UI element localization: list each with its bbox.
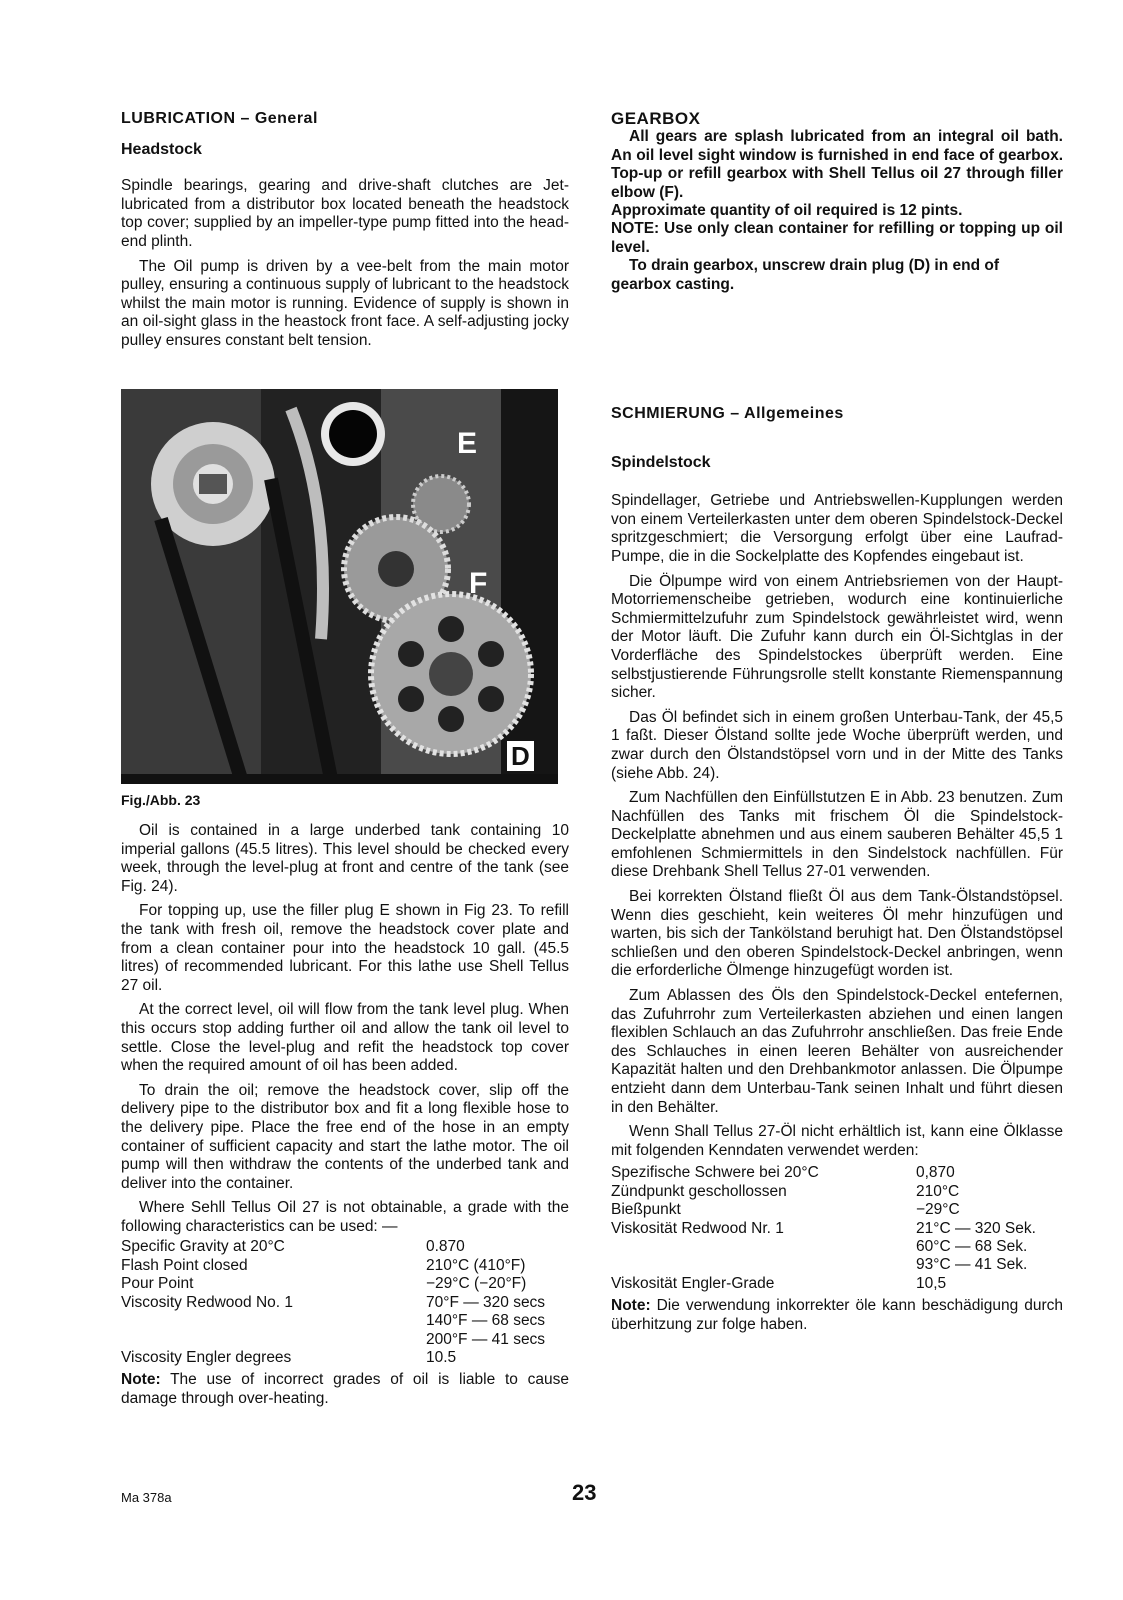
paragraph: Wenn Shall Tellus 27-Öl nicht erhältlich ist, kann eine Ölklasse mit folgenden Kenndaten verwendet werden: (611, 1123, 1063, 1159)
paragraph: Die Ölpumpe wird von einem Antriebsriemen von der Haupt-Motorriemenscheibe getrieben, wodurch eine kontinuierliche Schmiermittelzufuhr zum Spindelstock gewährleistet wird, wenn der Motor läuft. Die Zufuhr kann durch ein Öl-Sichtglas in der Vorderfläche des Spindelstockes überprüft werden. Eine selbstjustierende Führungsrolle stellt konstante Riemenspannung sicher. (611, 572, 1063, 702)
spec-row (121, 1238, 569, 1256)
subsection-title-headstock: Headstock (121, 140, 202, 158)
spec-value: 210°C (916, 1182, 960, 1200)
spec-value: −29°C (−20°F) (426, 1275, 527, 1293)
paragraph: Spindellager, Getriebe und Antriebswellen-Kupplungen werden von einem Verteilerkasten unter dem oberen Spindelstock-Deckel spritzgeschmiert; die Versorgung erfolgt über eine Laufrad-Pumpe, die in die Sockelplatte des Kopfendes eingebaut ist. (611, 492, 1063, 565)
page-number: 23 (572, 1480, 597, 1505)
spec-row (611, 1201, 1063, 1219)
left-column-bottom (121, 822, 569, 1415)
gearbox-text: Approximate quantity of oil required is 12 pints. (611, 202, 963, 220)
spec-key: Flash Point closed (121, 1256, 248, 1274)
spec-row (121, 1275, 569, 1293)
spec-value: 140°F — 68 secs (426, 1312, 546, 1330)
spec-key: Spezifische Schwere bei 20°C (611, 1164, 819, 1182)
spec-row (611, 1256, 1063, 1274)
lathe-gear-photo (121, 389, 558, 784)
gearbox-text: All gears are splash lubricated from an integral oil bath. An oil level sight window is furnished in end face of gearbox. Top-up or refill gearbox with Shell Tellus oil 27 through filler elbow (F). (611, 128, 1063, 201)
spec-key: Viskosität Engler-Grade (611, 1274, 775, 1292)
note-label: Note: (121, 1371, 161, 1389)
paragraph: Spindle bearings, gearing and drive-shaft clutches are Jet-lubricated from a distributor box located beneath the headstock top cover; supplied by an impeller-type pump fitted into the head-end plinth. (121, 177, 569, 250)
spec-key: Zündpunkt geschollossen (611, 1182, 787, 1200)
paragraph: Das Öl befindet sich in einem großen Unterbau-Tank, der 45,5 1 faßt. Dieser Ölstand sollte jede Woche überprüft werden, und zwar durch den Ölstandstöpsel vorn und in der Mitte des Tanks (siehe Abb. 24). (611, 708, 1063, 782)
section-title-gearbox: GEARBOX (611, 109, 701, 128)
photo-label-e: E (457, 427, 478, 460)
spec-key (611, 1256, 916, 1274)
paragraph: The Oil pump is driven by a vee-belt from the main motor pulley, ensuring a continuous supply of lubricant to the headstock whilst the main motor is running. Evidence of supply is shown in an oil-sight glass in the heastock front face. A self-adjusting jocky pulley ensures constant belt tension. (121, 257, 569, 349)
spec-key: Specific Gravity at 20°C (121, 1238, 285, 1256)
figure-caption: Fig./Abb. 23 (121, 792, 201, 808)
spec-row (611, 1164, 1063, 1182)
spec-key (611, 1238, 916, 1256)
spec-value: 10,5 (916, 1274, 947, 1292)
spec-value: 210°C (410°F) (426, 1256, 526, 1274)
spec-value: 0.870 (426, 1238, 465, 1256)
gearbox-section (611, 110, 1063, 294)
spec-row (611, 1220, 1063, 1238)
paragraph: Bei korrekten Ölstand fließt Öl aus dem Tank-Ölstandstöpsel. Wenn dies geschieht, kein weiteres Öl mehr hinzufügen und warten, bis sich der Tankölstand beruhigt hat. Den Ölstandstöpsel schließen und den oberen Spindelstock-Deckel anbringen, wenn die erforderliche Ölmenge hinzugefügt worden ist. (611, 888, 1063, 980)
spec-table-en (121, 1238, 569, 1367)
spec-key (121, 1312, 426, 1330)
spec-value: 70°F — 320 secs (426, 1293, 546, 1311)
paragraph: At the correct level, oil will flow from the tank level plug. When this occurs stop adding further oil and allow the tank oil level to settle. Close the level-plug and refit the headstock top cover when the required amount of oil has been added. (121, 1001, 569, 1075)
left-column-top (121, 110, 569, 357)
gearbox-text: To drain gearbox, unscrew drain plug (D) in end of gearbox casting. (611, 257, 1000, 293)
spec-key: Viskosität Redwood Nr. 1 (611, 1219, 784, 1237)
paragraph: Oil is contained in a large underbed tank containing 10 imperial gallons (45.5 litres). This level should be checked every week, through the level-plug at front and centre of the tank (see Fig. 24). (121, 822, 569, 895)
note-text: The use of incorrect grades of oil is liable to cause damage through over-heating. (121, 1371, 569, 1407)
spec-row (611, 1275, 1063, 1293)
spec-key: Viscosity Engler degrees (121, 1348, 292, 1366)
spec-value: 0,870 (916, 1164, 955, 1182)
spec-value: 60°C — 68 Sek. (916, 1238, 1028, 1255)
section-title-lubrication: LUBRICATION – General (121, 110, 318, 127)
paragraph: To drain the oil; remove the headstock cover, slip off the delivery pipe to the distributor box and fit a long flexible hose to the delivery pipe. Place the free end of the hose in an empty container of sufficient capacity and start the lathe motor. The oil pump will then withdraw the contents of the underbed tank and deliver into the container. (121, 1081, 569, 1192)
section-title-schmierung: SCHMIERUNG – Allgemeines (611, 405, 844, 422)
spec-value: 21°C — 320 Sek. (916, 1219, 1036, 1237)
spec-value: 200°F — 41 secs (426, 1330, 546, 1348)
photo-label-f: F (469, 567, 488, 600)
spec-key: Bießpunkt (611, 1201, 681, 1219)
spec-value: 93°C — 41 Sek. (916, 1256, 1028, 1274)
note (121, 1371, 569, 1408)
spec-key (121, 1331, 426, 1349)
spec-value: −29°C (916, 1201, 960, 1219)
spec-table-de (611, 1164, 1063, 1293)
paragraph: Zum Ablassen des Öls den Spindelstock-Deckel entefernen, das Zufuhrrohr zum Verteilerkasten abziehen und einen langen flexiblen Schlauch an das Zufuhrrohr anschließen. Das freie Ende des Schlauches in einen leeren Behälter von ausreichender Kapazität halten und den Drehbankmotor anlassen. Die Ölpumpe entzieht dann dem Unterbau-Tank seinen Inhalt und führt diesen in den Behälter. (611, 987, 1063, 1116)
spec-row (611, 1238, 1063, 1256)
spec-row (121, 1257, 569, 1275)
note-text: Die verwendung inkorrekter öle kann beschädigung durch überhitzung zur folge haben. (611, 1297, 1063, 1333)
right-column (611, 405, 1063, 1340)
gear-photo-illustration (121, 389, 558, 784)
spec-row (121, 1349, 569, 1367)
document-reference: Ma 378a (121, 1490, 172, 1505)
gearbox-text: NOTE: Use only clean container for refilling or topping up oil level. (611, 220, 1063, 256)
spec-row (121, 1294, 569, 1312)
spec-row (121, 1312, 569, 1330)
paragraph: Zum Nachfüllen den Einfüllstutzen E in Abb. 23 benutzen. Zum Nachfüllen des Tanks mit frischem Öl die Spindelstock-Deckelplatte abnehmen und aus einem sauberen Behälter 45,5 1 emfohlenen Schmiermittels in den Sindelstock nachfüllen. Für diese Drehbank Shell Tellus 27-01 verwenden. (611, 789, 1063, 881)
paragraph: Where Sehll Tellus Oil 27 is not obtainable, a grade with the following characteristics can be used: — (121, 1199, 569, 1235)
note-label: Note: (611, 1297, 651, 1315)
spec-row (121, 1331, 569, 1349)
subsection-title-spindelstock: Spindelstock (611, 453, 711, 471)
spec-key: Pour Point (121, 1275, 194, 1293)
photo-label-d: D (507, 741, 534, 771)
spec-row (611, 1183, 1063, 1201)
note (611, 1297, 1063, 1334)
spec-key: Viscosity Redwood No. 1 (121, 1293, 294, 1311)
spec-value: 10.5 (426, 1348, 457, 1366)
paragraph: For topping up, use the filler plug E shown in Fig 23. To refill the tank with fresh oil, remove the headstock cover plate and from a clean container pour into the headstock 10 gall. (45.5 litres) of recommended lubricant. For this lathe use Shell Tellus 27 oil. (121, 902, 569, 994)
